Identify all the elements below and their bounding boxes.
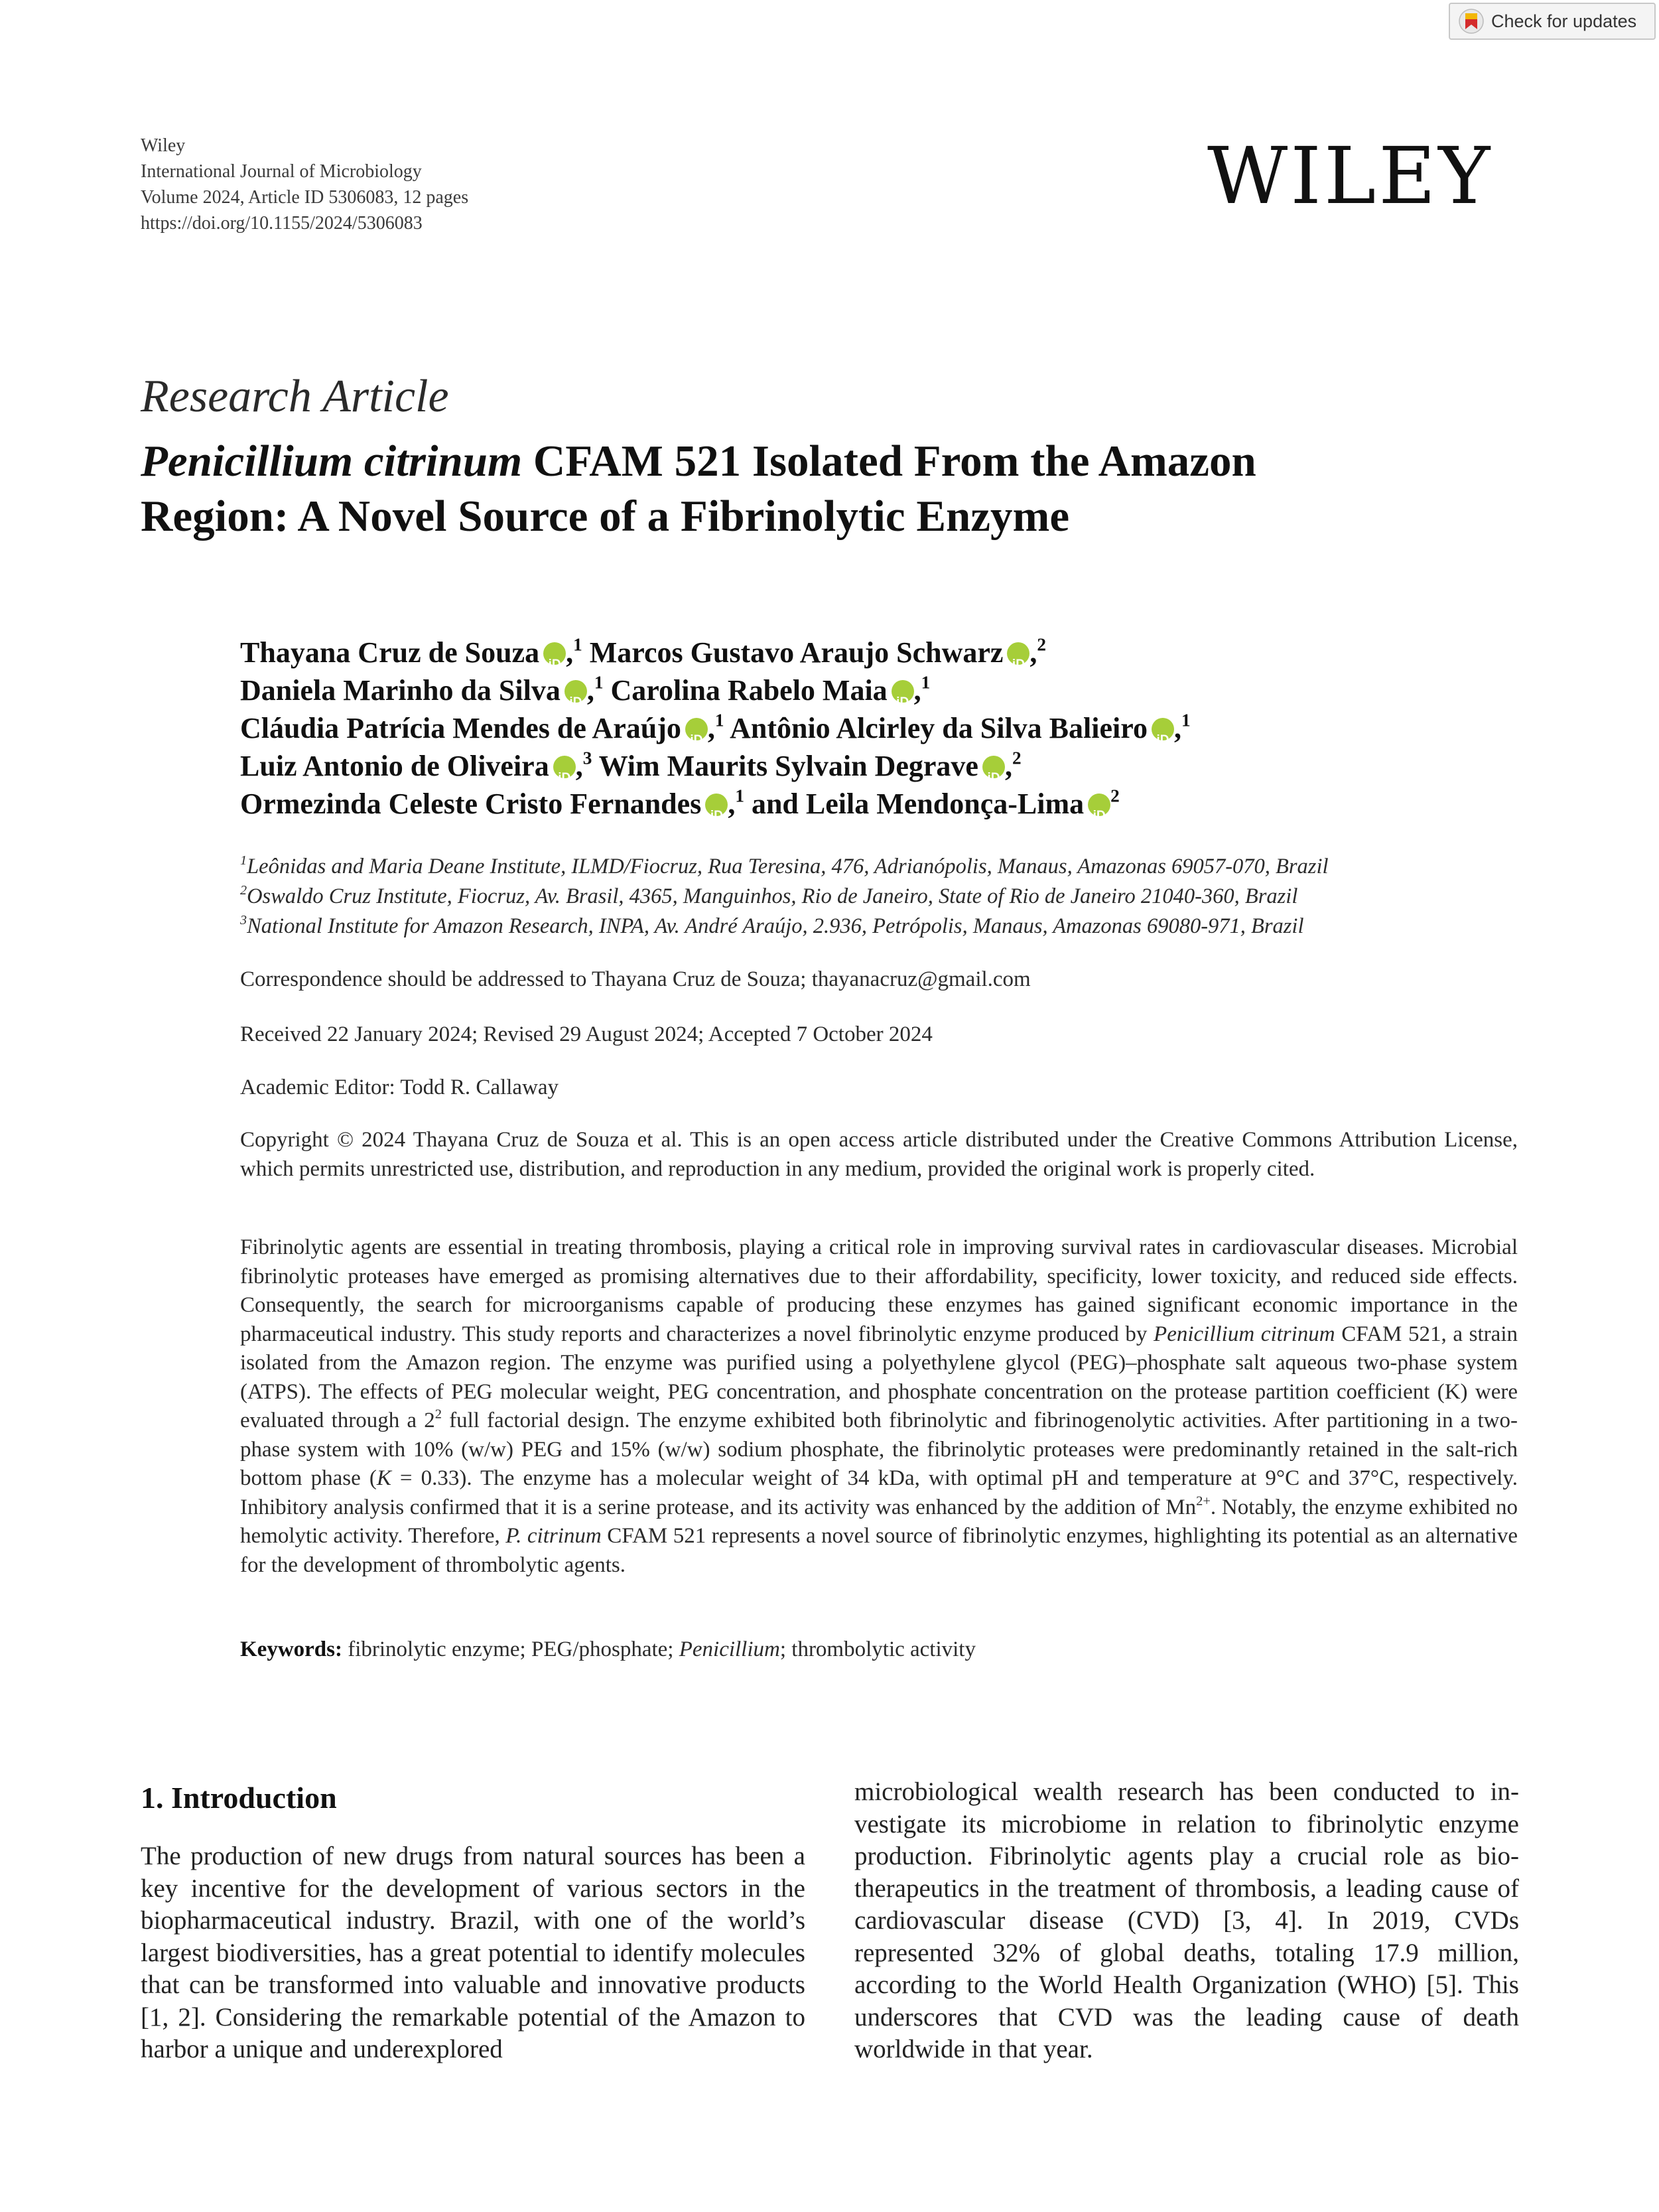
keywords-text: fibrinolytic enzyme; PEG/phosphate; <box>342 1637 679 1661</box>
keywords-text: ; thrombolytic activity <box>779 1637 976 1661</box>
author-affiliation-number: 1 <box>573 634 582 655</box>
abstract-text: full factorial design. The enzyme exhibited both fibrinolytic and fibrinogenolytic activities. After partitioning in a two-phase system with 10% (w/w) PEG and 15% (w/w) sodium phosphate, the fibrinolytic proteases were predominantly retained in the salt-rich bottom phase ( <box>240 1409 1518 1490</box>
abstract-text: CFAM 521, a strain isolated from the Amazon region. The enzyme was purified using a polyethylene glycol (PEG)–phosphate salt aqueous two-phase system (ATPS). The effects of PEG molecular weight, PEG concentration, and phosphate concentration on the protease partition coefficient (K) were evaluated through a 2 <box>240 1322 1518 1432</box>
abstract-text: CFAM 521 represents a novel source of fibrinolytic enzymes, highlighting its potential as an alternative for the development of thrombolytic agents. <box>240 1524 1518 1577</box>
intro-column-left: The production of new drugs from natural sources has been a key incentive for the development of various sectors in the biopharmaceutical industry. Brazil, with one of the world’s largest biodiversities, has a great potential to identify molecules that can be transformed into valuable and innovative products [1, 2]. Considering the remarkable potential of the Amazon to harbor a unique and underexplored <box>141 1842 805 2063</box>
author-name: Daniela Marinho da Silva <box>240 674 561 707</box>
author-name: Marcos Gustavo Araujo Schwarz <box>589 636 1004 669</box>
author-name: Luiz Antonio de Oliveira <box>240 750 549 782</box>
publisher-logo: WILEY <box>1207 130 1493 222</box>
author-name: Carolina Rabelo Maia <box>610 674 888 707</box>
author-line: Cláudia Patrícia Mendes de AraújoiD ,$^1$ Antônio Alcirley da Silva BalieiroiD ,$^1$ <box>240 709 1191 747</box>
orcid-icon[interactable] <box>982 756 1005 778</box>
author-name: Ormezinda Celeste Cristo Fernandes <box>240 788 702 820</box>
abstract-text: = 0.33). The enzyme has a molecular weight of 34 kDa, with optimal pH and temperature at 9°C and 37°C, respectively. Inhibitory analysis confirmed that it is a serine protease, and its activity was enhanced by the addition of Mn <box>240 1466 1518 1519</box>
correspondence: Correspondence should be addressed to Thayana Cruz de Souza; thayanacruz@gmail.com <box>240 967 1031 991</box>
abstract-exponent: 2 <box>434 1407 442 1422</box>
orcid-icon[interactable] <box>1007 642 1029 665</box>
academic-editor: Academic Editor: Todd R. Callaway <box>240 1075 559 1099</box>
author-affiliation-number: 2 <box>1012 748 1022 768</box>
article-type: Research Article <box>141 371 449 422</box>
author-line: Ormezinda Celeste Cristo FernandesiD ,$^1$ and Leila Mendonça-LimaiD $^2$ <box>240 785 1191 823</box>
orcid-icon[interactable] <box>543 642 566 665</box>
keywords-label: Keywords: <box>240 1637 342 1661</box>
abstract-species: Penicillium citrinum <box>1154 1322 1335 1346</box>
orcid-icon[interactable] <box>705 794 728 816</box>
author-affiliation-number: 1 <box>921 672 931 693</box>
author-name: Wim Maurits Sylvain Degrave <box>598 750 978 782</box>
title-species: Penicillium citrinum <box>141 437 523 486</box>
author-line: Luiz Antonio de OliveiraiD ,$^3$ Wim Maurits Sylvain DegraveiD ,$^2$ <box>240 747 1191 785</box>
orcid-icon[interactable] <box>553 756 576 778</box>
author-affiliation-number: 1 <box>1181 710 1191 730</box>
affiliation-text: Leônidas and Maria Deane Institute, ILMD/Fiocruz, Rua Teresina, 476, Adrianópolis, Manaus, Amazonas 69057-070, Brazil <box>247 855 1329 878</box>
affiliation-number: 2 <box>240 882 247 898</box>
author-affiliation-number: 2 <box>1037 634 1047 655</box>
title-part-2: Region: A Novel Source of a Fibrinolytic Enzyme <box>141 492 1070 541</box>
author-affiliation-number: 1 <box>714 710 724 730</box>
orcid-icon[interactable] <box>892 680 914 703</box>
author-name: Thayana Cruz de Souza <box>240 636 540 669</box>
author-conjunction: and <box>751 788 799 820</box>
check-for-updates-label: Check for updates <box>1491 11 1637 31</box>
affiliation-number: 1 <box>240 853 247 868</box>
abstract-text: Fibrinolytic agents are essential in treating thrombosis, playing a critical role in improving survival rates in cardiovascular diseases. Microbial fibrinolytic proteases have emerged as promising alternatives due to their affordability, specificity, lower toxicity, and reduced side effects. Consequently, the search for microorganisms capable of producing these enzymes has gained significant economic importance in the pharmaceutical industry. This study reports and characterizes a novel fibrinolytic enzyme produced by <box>240 1235 1518 1346</box>
article-dates: Received 22 January 2024; Revised 29 August 2024; Accepted 7 October 2024 <box>240 1022 933 1046</box>
author-list <box>240 634 1191 823</box>
orcid-icon[interactable] <box>564 680 587 703</box>
affiliation-text: National Institute for Amazon Research, INPA, Av. André Araújo, 2.936, Petrópolis, Manaus, Amazonas 69080-971, Brazil <box>247 914 1304 938</box>
author-line: Thayana Cruz de SouzaiD ,$^1$ Marcos Gustavo Araujo SchwarziD ,$^2$ <box>240 634 1191 671</box>
author-affiliation-number: 3 <box>582 748 592 768</box>
author-name: Leila Mendonça-Lima <box>805 788 1085 820</box>
orcid-icon[interactable] <box>685 718 708 740</box>
affiliation-list <box>240 852 1329 941</box>
orcid-icon[interactable] <box>1152 718 1174 740</box>
journal-name: International Journal of Microbiology <box>141 161 422 182</box>
article-title <box>141 434 1567 544</box>
abstract-variable: K <box>376 1466 391 1490</box>
section-heading: 1. Introduction <box>141 1781 337 1815</box>
author-affiliation-number: 1 <box>735 786 744 806</box>
crossmark-icon <box>1458 8 1485 35</box>
abstract-ion-charge: 2+ <box>1196 1493 1211 1509</box>
author-line: Daniela Marinho da SilvaiD ,$^1$ Carolina Rabelo MaiaiD ,$^1$ <box>240 671 1191 709</box>
author-affiliation-number: 2 <box>1110 786 1120 806</box>
author-name: Antônio Alcirley da Silva Balieiro <box>730 712 1148 744</box>
copyright-notice: Copyright © 2024 Thayana Cruz de Souza et al. This is an open access article distributed under the Creative Commons Attribution License, which permits unrestricted use, distribution, and reproduction in any medium, provided the original work is properly cited. <box>240 1128 1518 1181</box>
check-for-updates-button[interactable] <box>1449 3 1656 40</box>
orcid-icon[interactable] <box>1088 794 1110 816</box>
journal-metadata <box>141 133 468 236</box>
volume-info: Volume 2024, Article ID 5306083, 12 pages <box>141 187 469 208</box>
author-name: Cláudia Patrícia Mendes de Araújo <box>240 712 681 744</box>
publisher-name: Wiley <box>141 135 186 156</box>
author-affiliation-number: 1 <box>594 672 604 693</box>
affiliation-text: Oswaldo Cruz Institute, Fiocruz, Av. Brasil, 4365, Manguinhos, Rio de Janeiro, State of Rio de Janeiro 21040-360, Brazil <box>247 884 1298 908</box>
abstract-species: P. citrinum <box>505 1524 602 1548</box>
affiliation-number: 3 <box>240 912 247 928</box>
affiliation-item <box>240 852 1329 882</box>
intro-column-right: microbiological wealth research has been conducted to investigate its microbiome in relation to fibrinolytic enzyme production. Fibrinolytic agents play a crucial role as biotherapeutics in the treatment of thrombosis, a leading cause of cardiovascular disease (CVD) [3, 4]. In 2019, CVDs represented 32% of global deaths, totaling 17.9 million, according to the World Health Organization (WHO) [5]. This underscores that CVD was the leading cause of death worldwide in that year. <box>854 1777 1519 2063</box>
affiliation-item <box>240 912 1329 941</box>
affiliation-item <box>240 882 1329 912</box>
abstract-text: . Notably, the enzyme exhibited no hemolytic activity. Therefore, <box>240 1495 1518 1548</box>
keywords-text: Penicillium <box>679 1637 780 1661</box>
abstract <box>240 1233 1518 1580</box>
doi-link[interactable]: https://doi.org/10.1155/2024/5306083 <box>141 213 423 234</box>
title-part-1: CFAM 521 Isolated From the Amazon <box>522 437 1256 486</box>
keywords <box>240 1637 976 1662</box>
